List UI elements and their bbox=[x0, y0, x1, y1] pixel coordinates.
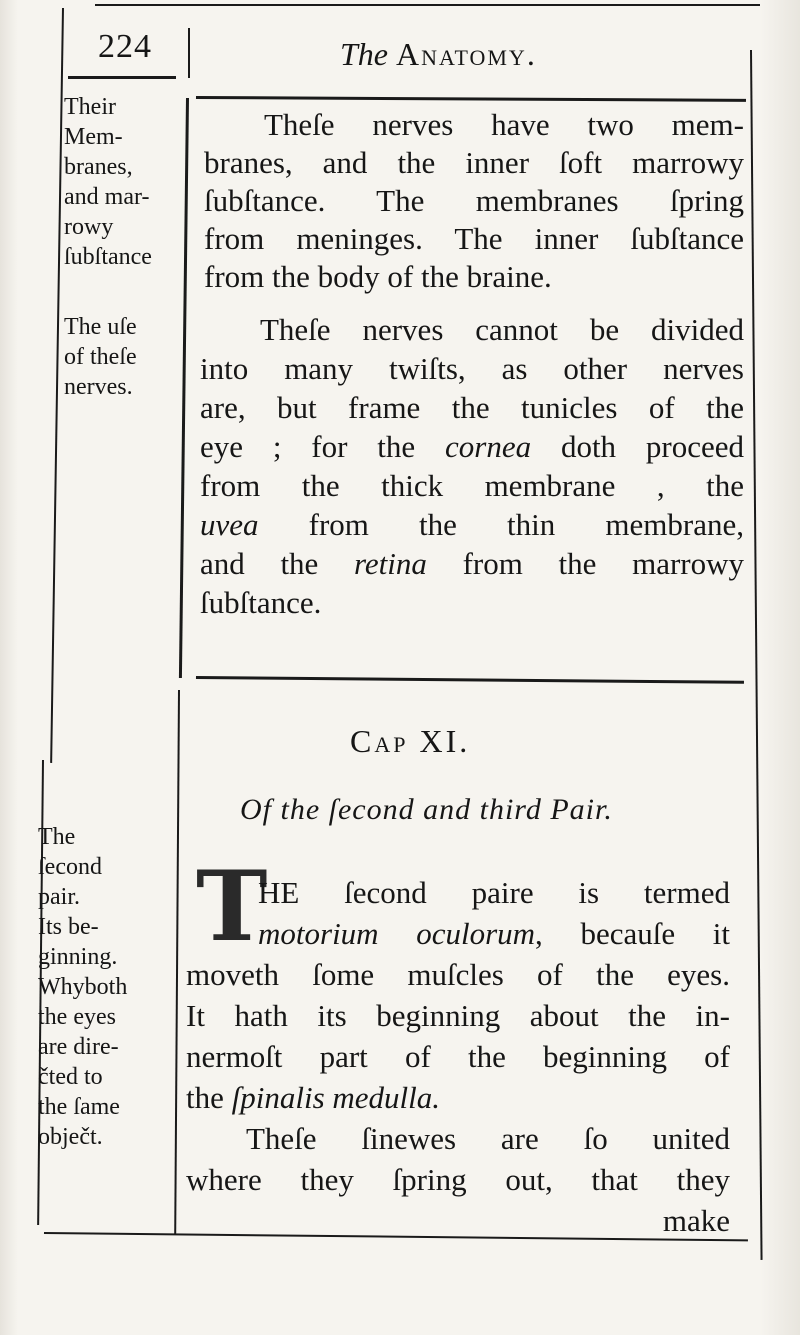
text-run: make bbox=[662, 1203, 730, 1238]
text-line: ſubſtance. The membranes ſpring bbox=[204, 183, 744, 218]
text-run: and the bbox=[200, 546, 354, 581]
text-line bbox=[200, 427, 744, 466]
italic-term: cornea bbox=[445, 429, 532, 464]
italic-term: uvea bbox=[200, 507, 259, 542]
italic-term: retina bbox=[354, 546, 427, 581]
text-line bbox=[186, 913, 730, 954]
text-line bbox=[200, 505, 744, 544]
italic-term: ſpinalis medulla. bbox=[231, 1080, 441, 1115]
text-line bbox=[186, 872, 730, 913]
section1-paragraph1 bbox=[204, 106, 744, 296]
text-line bbox=[200, 544, 744, 583]
chapter-heading: Cap XI. bbox=[350, 723, 471, 759]
text-run: from the thin membrane, bbox=[258, 507, 744, 542]
header-column-rule bbox=[188, 28, 190, 78]
text-line: from the body of the braine. bbox=[204, 259, 552, 294]
text-run: HE ſecond paire is termed bbox=[258, 875, 730, 910]
text-line bbox=[186, 1036, 730, 1077]
text-run: Theſe nerves cannot be divided bbox=[260, 312, 744, 347]
drop-cap: T bbox=[196, 850, 268, 963]
top-rule bbox=[95, 4, 760, 6]
text-run: from the marrowy bbox=[426, 546, 744, 581]
text-line bbox=[186, 954, 730, 995]
catchword bbox=[186, 1200, 730, 1241]
text-run: moveth ſome muſcles of the eyes. bbox=[186, 957, 730, 992]
margin-note-second-pair: The ſecond pair. Its be- ginning. Whyboth the eyes are dire- čted to the ſame obječt. bbox=[38, 824, 128, 1150]
running-title bbox=[340, 36, 537, 73]
text-run: the bbox=[186, 1080, 232, 1115]
text-line bbox=[200, 349, 744, 388]
page-number: 224 bbox=[98, 28, 152, 65]
section2-paragraph bbox=[186, 872, 730, 1241]
text-line bbox=[186, 1118, 730, 1159]
text-run: are, but frame the tunicles of the bbox=[200, 390, 744, 425]
text-line: branes, and the inner ſoft marrowy bbox=[204, 145, 744, 180]
text-run: Theſe ſinewes are ſo united bbox=[246, 1121, 730, 1156]
text-run: into many twiſts, as other nerves bbox=[200, 351, 744, 386]
text-run: doth proceed bbox=[531, 429, 745, 464]
text-run: ſubſtance. bbox=[200, 585, 322, 620]
text-line bbox=[186, 995, 730, 1036]
text-line bbox=[200, 310, 744, 349]
margin-note-use: The uſe of theſe nerves. bbox=[64, 314, 137, 400]
header-rule-left bbox=[68, 76, 176, 79]
text-line bbox=[186, 1159, 730, 1200]
text-line bbox=[200, 388, 744, 427]
text-line: Theſe nerves have two mem- bbox=[264, 107, 744, 142]
chapter-subtitle: Of the ſecond and third Pair. bbox=[240, 793, 613, 826]
text-run: from the thick membrane , the bbox=[200, 468, 744, 503]
text-run: , becauſe it bbox=[535, 916, 730, 951]
running-title-word: Anatomy. bbox=[396, 36, 537, 72]
text-run: where they ſpring out, that they bbox=[186, 1162, 730, 1197]
text-line bbox=[200, 466, 744, 505]
text-line bbox=[200, 583, 744, 622]
text-line bbox=[186, 1077, 730, 1118]
section1-paragraph2 bbox=[200, 310, 744, 622]
margin-note-membranes: Their Mem- branes, and mar- rowy ſubſtance bbox=[64, 94, 152, 270]
text-line: from meninges. The inner ſubſtance bbox=[204, 221, 744, 256]
text-run: nermoſt part of the beginning of bbox=[186, 1039, 730, 1074]
italic-term: motorium oculorum bbox=[258, 916, 536, 951]
running-title-article: The bbox=[340, 36, 388, 72]
text-run: It hath its beginning about the in- bbox=[186, 998, 730, 1033]
text-run: eye ; for the bbox=[200, 429, 446, 464]
